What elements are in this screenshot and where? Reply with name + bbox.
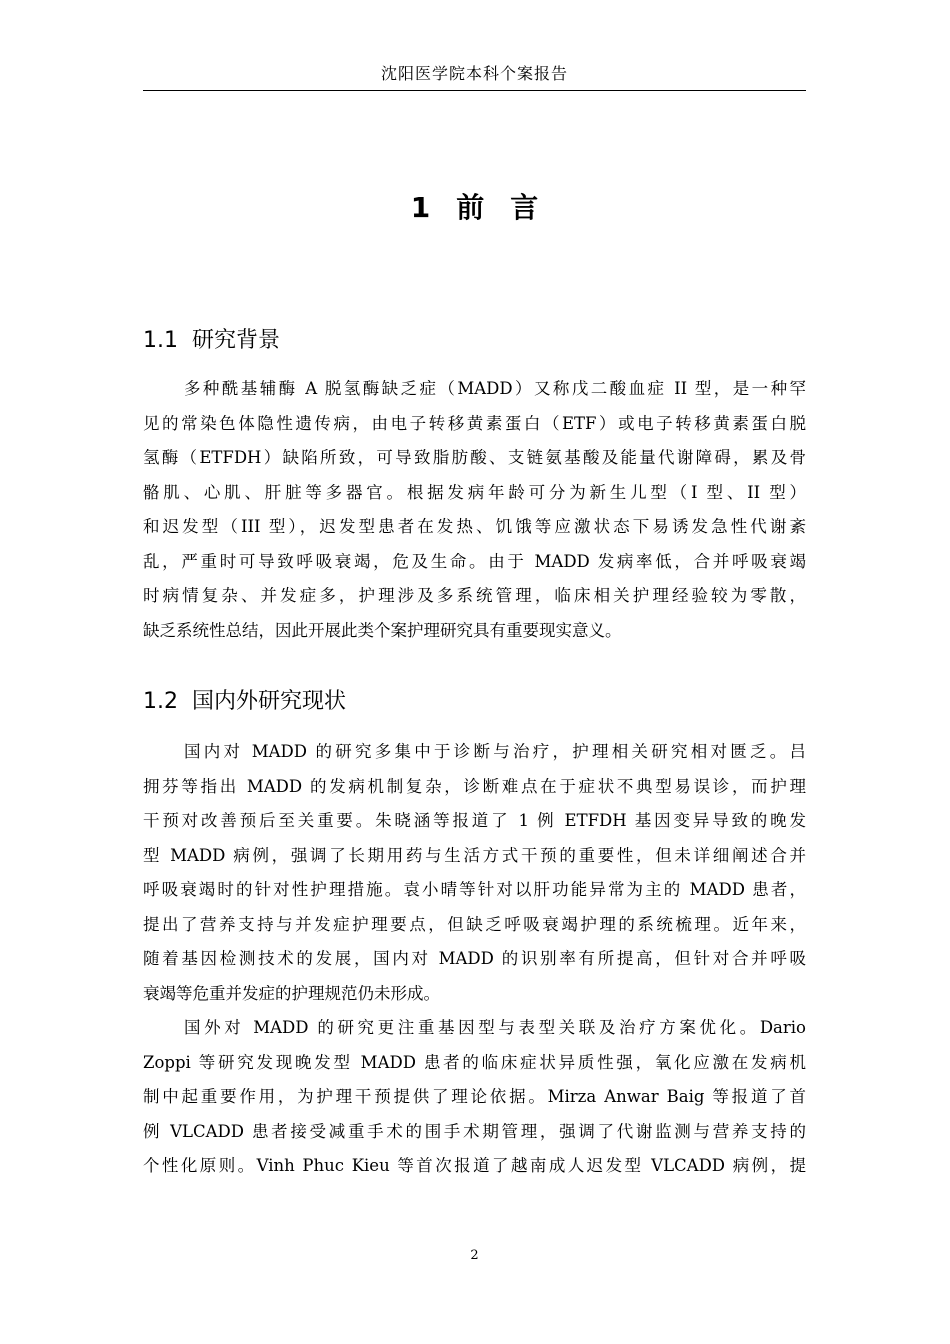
- chapter-number: 1: [410, 191, 431, 224]
- text-line: 国外对 MADD 的研究更注重基因型与表型关联及治疗方案优化。Dario: [184, 1018, 806, 1037]
- text-line: 国内对 MADD 的研究多集中于诊断与治疗，护理相关研究相对匮乏。吕: [184, 742, 806, 761]
- paragraph-foreign-research: [143, 1011, 806, 1184]
- text-line: 呼吸衰竭时的针对性护理措施。袁小晴等针对以肝功能异常为主的 MADD 患者，: [143, 880, 806, 899]
- paragraph-domestic-research: [143, 735, 806, 1011]
- section-title: 国内外研究现状: [192, 689, 347, 714]
- text-line: 氢酶（ETFDH）缺陷所致，可导致脂肪酸、支链氨基酸及能量代谢障碍，累及骨: [143, 448, 806, 467]
- section-heading-1-1: [143, 325, 806, 357]
- text-line: 和迟发型（III 型），迟发型患者在发热、饥饿等应激状态下易诱发急性代谢紊: [143, 517, 806, 536]
- section-number: 1.1: [143, 328, 178, 353]
- header-rule: [143, 90, 806, 91]
- text-line: 衰竭等危重并发症的护理规范仍未形成。: [143, 983, 440, 1003]
- text-line: 时病情复杂、并发症多，护理涉及多系统管理，临床相关护理经验较为零散，: [143, 586, 806, 605]
- section-number: 1.2: [143, 689, 178, 714]
- text-line: 多种酰基辅酶 A 脱氢酶缺乏症（MADD）又称戊二酸血症 II 型，是一种罕: [184, 379, 806, 398]
- page-header-title: 沈阳医学院本科个案报告: [380, 64, 568, 83]
- text-line: 见的常染色体隐性遗传病，由电子转移黄素蛋白（ETF）或电子转移黄素蛋白脱: [143, 413, 806, 433]
- text-line: 例 VLCADD 患者接受减重手术的围手术期管理，强调了代谢监测与营养支持的: [143, 1121, 806, 1141]
- text-line: 制中起重要作用，为护理干预提供了理论依据。Mirza Anwar Baig 等报道了首: [143, 1087, 806, 1106]
- chapter-title-char-1: 前: [456, 191, 485, 224]
- text-line: 乱，严重时可导致呼吸衰竭，危及生命。由于 MADD 发病率低，合并呼吸衰竭: [143, 551, 806, 571]
- text-line: 缺乏系统性总结，因此开展此类个案护理研究具有重要现实意义。: [143, 620, 622, 640]
- text-line: 提出了营养支持与并发症护理要点，但缺乏呼吸衰竭护理的系统梳理。近年来，: [143, 914, 806, 934]
- text-line: 型 MADD 病例，强调了长期用药与生活方式干预的重要性，但未详细阐述合并: [143, 845, 806, 865]
- chapter-title-char-2: 言: [510, 191, 539, 224]
- text-line: 随着基因检测技术的发展，国内对 MADD 的识别率有所提高，但针对合并呼吸: [143, 949, 806, 968]
- paragraph-background: [143, 372, 806, 648]
- text-line: 个性化原则。Vinh Phuc Kieu 等首次报道了越南成人迟发型 VLCADD 病例，提: [143, 1156, 806, 1175]
- page-number: 2: [470, 1248, 479, 1263]
- section-title: 研究背景: [192, 328, 281, 353]
- chapter-title: [143, 188, 806, 228]
- text-line: 拥芬等指出 MADD 的发病机制复杂，诊断难点在于症状不典型易误诊，而护理: [143, 776, 806, 796]
- text-line: 干预对改善预后至关重要。朱晓涵等报道了 1 例 ETFDH 基因变异导致的晚发: [143, 811, 806, 830]
- text-line: Zoppi 等研究发现晚发型 MADD 患者的临床症状异质性强，氧化应激在发病机: [143, 1052, 806, 1072]
- text-line: 骼肌、心肌、肝脏等多器官。根据发病年龄可分为新生儿型（I 型、II 型）: [143, 482, 806, 502]
- section-heading-1-2: [143, 686, 806, 718]
